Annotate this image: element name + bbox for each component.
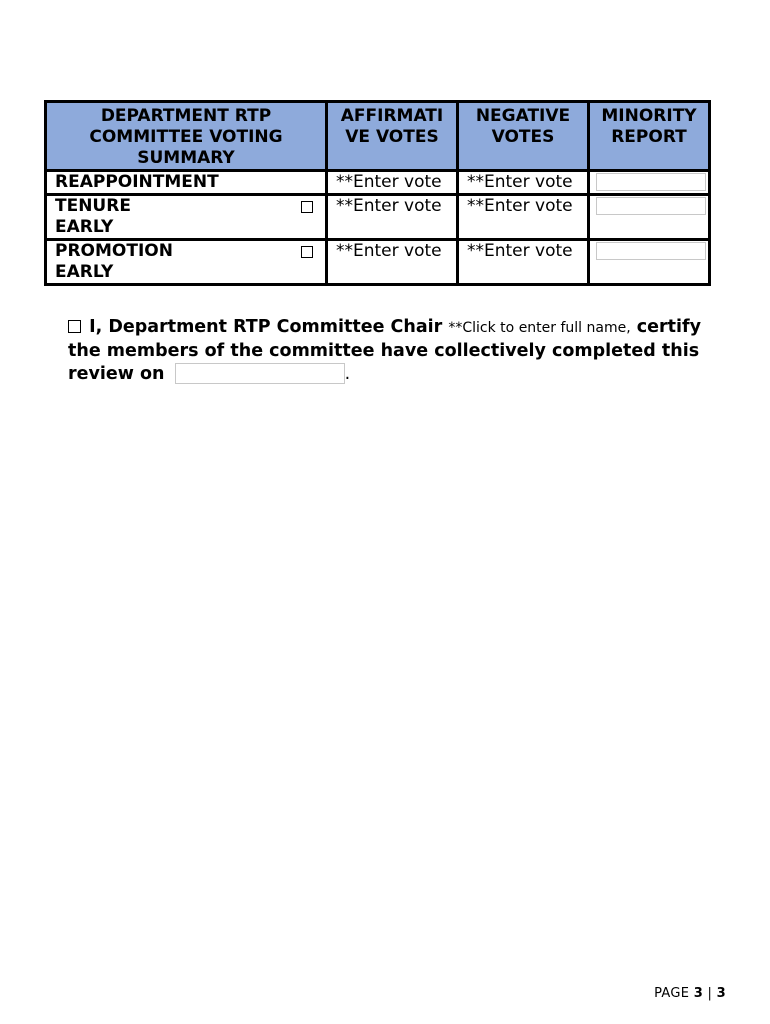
minority-report-cell [589, 171, 710, 195]
chair-name-field[interactable]: **Click to enter full name, [448, 320, 631, 336]
page-word: PAGE [654, 986, 690, 1001]
minority-report-cell [589, 240, 710, 285]
negative-vote-field[interactable]: **Enter vote [458, 240, 589, 285]
certification-tail: certify the members of the committee have collectively completed this review on [68, 317, 702, 384]
table-row [46, 171, 710, 195]
negative-vote-field[interactable]: **Enter vote [458, 195, 589, 240]
negative-vote-field[interactable]: **Enter vote [458, 171, 589, 195]
row-sublabel-early: EARLY [55, 262, 114, 282]
total-pages: 3 [716, 986, 726, 1001]
table-row [46, 195, 710, 240]
minority-report-cell [589, 195, 710, 240]
row-sublabel-early: EARLY [55, 217, 114, 237]
affirmative-vote-field[interactable]: **Enter vote [327, 240, 458, 285]
minority-report-field[interactable] [596, 242, 706, 260]
header-affirmative-votes: AFFIRMATI VE VOTES [327, 102, 458, 171]
header-negative-votes: NEGATIVE VOTES [458, 102, 589, 171]
row-label-cell [46, 171, 327, 195]
early-promotion-checkbox[interactable] [301, 246, 313, 258]
certification-end: . [344, 364, 351, 384]
certify-checkbox[interactable] [68, 320, 81, 333]
table-row [46, 240, 710, 285]
affirmative-vote-field[interactable]: **Enter vote [327, 171, 458, 195]
header-summary: DEPARTMENT RTP COMMITTEE VOTING SUMMARY [46, 102, 327, 171]
voting-summary-table [44, 100, 711, 286]
minority-report-field[interactable] [596, 173, 706, 191]
row-label-tenure: TENURE [55, 196, 131, 216]
row-label-reappointment: REAPPOINTMENT [55, 172, 219, 192]
minority-report-field[interactable] [596, 197, 706, 215]
page-number: 3 [693, 986, 704, 1001]
early-tenure-checkbox[interactable] [301, 201, 313, 213]
row-label-promotion: PROMOTION [55, 241, 173, 261]
table-header-row [46, 102, 710, 171]
page-footer [654, 986, 726, 1001]
page-separator: | [707, 986, 713, 1001]
certification-lead: I, Department RTP Committee Chair [89, 317, 443, 337]
review-date-field[interactable] [175, 363, 345, 384]
header-minority-report: MINORITY REPORT [589, 102, 710, 171]
certification-statement [68, 316, 728, 386]
row-label-cell [46, 240, 327, 285]
row-label-cell [46, 195, 327, 240]
affirmative-vote-field[interactable]: **Enter vote [327, 195, 458, 240]
